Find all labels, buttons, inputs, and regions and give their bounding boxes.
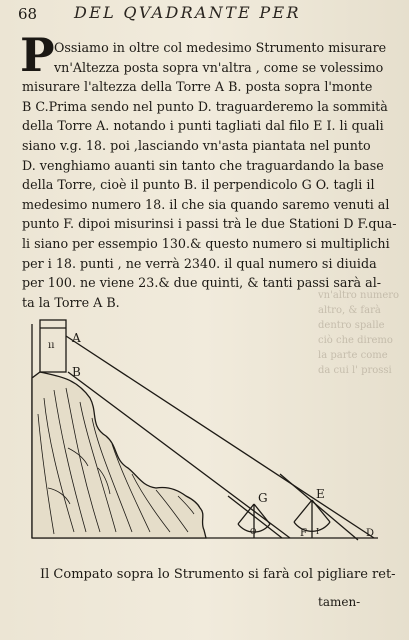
text-line: della Torre A. notando i punti tagliati dal filo E I. li quali — [22, 118, 384, 134]
bleed-line: altro, & farà — [318, 305, 381, 316]
running-header — [18, 2, 399, 26]
label-d: D — [366, 528, 375, 539]
text-line: misurare l'altezza della Torre A B. posta sopra l'monte — [22, 79, 373, 95]
main-paragraph — [20, 28, 400, 312]
label-o: O — [250, 527, 257, 536]
bleed-line: dentro spalle — [318, 320, 385, 331]
text-line: D. venghiamo auanti sin tanto che traguardando la base — [22, 157, 384, 173]
text-line: li siano per essempio 130.& questo numero si multiplichi — [22, 235, 390, 251]
bleed-line: vn'altro numero — [318, 290, 400, 301]
text-line: ta la Torre A B. — [22, 294, 120, 310]
running-title: DEL QVADRANTE PER — [74, 3, 301, 22]
catchword: tamen- — [318, 595, 361, 609]
text-line: della Torre, cioè il punto B. il perpendicolo G O. tagli il — [22, 177, 375, 193]
bottom-text-line: Il Compato sopra lo Strumento si farà col pigliare ret- — [40, 567, 396, 582]
text-line: punto F. dipoi misurinsi i passi trà le due Stationi D F.qua- — [22, 216, 397, 232]
label-e: E — [316, 487, 325, 501]
text-line: per i 18. punti , ne verrà 2340. il qual numero si diuida — [22, 255, 377, 271]
tower-mark: ıı — [48, 340, 55, 351]
label-a: A — [72, 331, 81, 345]
text-line: vn'Altezza posta sopra vn'altra , come se volessimo — [54, 59, 384, 75]
page-number: 68 — [18, 5, 38, 23]
bleed-line: ciò che diremo — [318, 335, 393, 346]
label-f: F — [300, 528, 307, 539]
label-i: I — [316, 527, 320, 536]
woodcut-diagram — [28, 318, 398, 558]
text-line: B C.Prima sendo nel punto D. traguarderemo la sommità — [22, 98, 388, 114]
text-line: per 100. ne viene 23.& due quinti, & tanti passi sarà al- — [22, 275, 382, 291]
label-g: G — [258, 491, 268, 505]
text-line: medesimo numero 18. il che sia quando saremo venuti al — [22, 196, 390, 212]
bleed-line: da cui l' prossi — [318, 365, 392, 376]
drop-cap: P — [20, 28, 55, 82]
text-line: siano v.g. 18. poi ,lasciando vn'asta piantata nel punto — [22, 137, 371, 153]
label-b: B — [72, 365, 81, 379]
bleed-line: la parte come — [318, 350, 388, 361]
text-line: Ossiamo in oltre col medesimo Strumento misurare — [54, 40, 387, 55]
